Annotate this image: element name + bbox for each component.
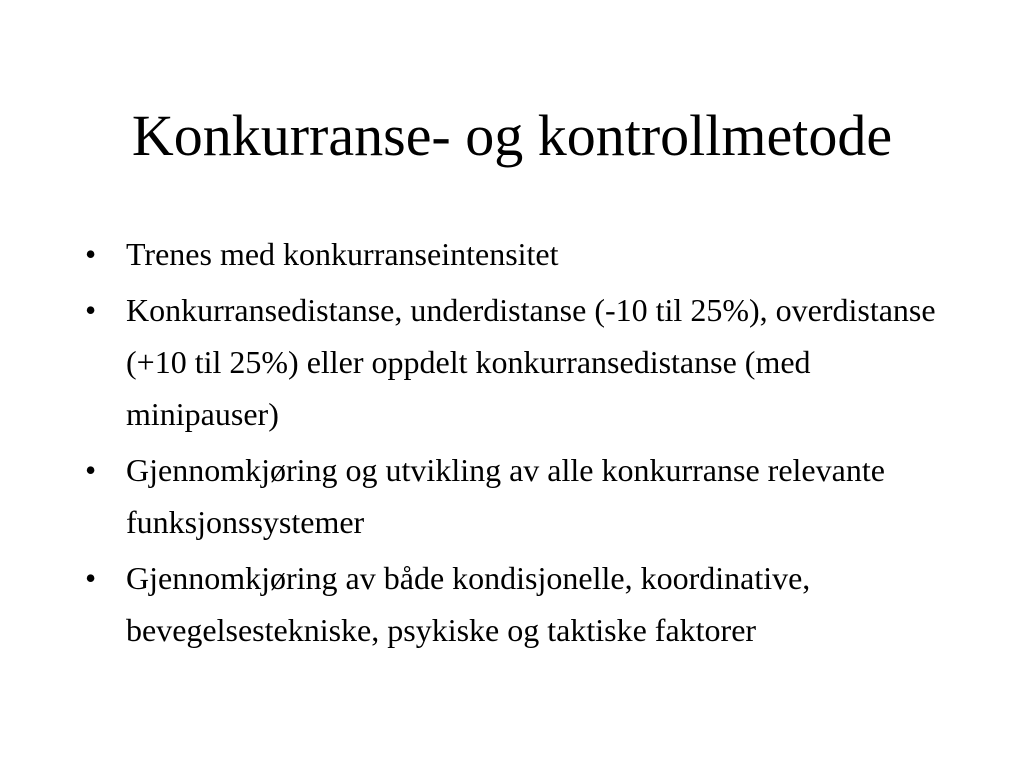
- bullet-icon: •: [85, 452, 97, 488]
- bullet-text: Trenes med konkurranseintensitet: [126, 236, 559, 272]
- bullet-item: [85, 552, 965, 656]
- bullet-icon: •: [85, 560, 97, 596]
- bullet-list: [85, 228, 965, 660]
- slide-title: Konkurranse- og kontrollmetode: [131, 103, 893, 168]
- bullet-text: Gjennomkjøring og utvikling av alle konkurranse relevante funksjonssystemer: [126, 452, 885, 540]
- bullet-icon: •: [85, 236, 97, 272]
- bullet-item: [85, 444, 965, 548]
- bullet-text: Gjennomkjøring av både kondisjonelle, koordinative, bevegelsestekniske, psykiske og taktiske faktorer: [126, 560, 811, 648]
- bullet-text: Konkurransedistanse, underdistanse (-10 til 25%), overdistanse (+10 til 25%) eller oppdelt konkurransedistanse (med minipauser): [126, 292, 936, 432]
- bullet-icon: •: [85, 292, 97, 328]
- bullet-item: [85, 284, 965, 440]
- bullet-item: [85, 228, 965, 280]
